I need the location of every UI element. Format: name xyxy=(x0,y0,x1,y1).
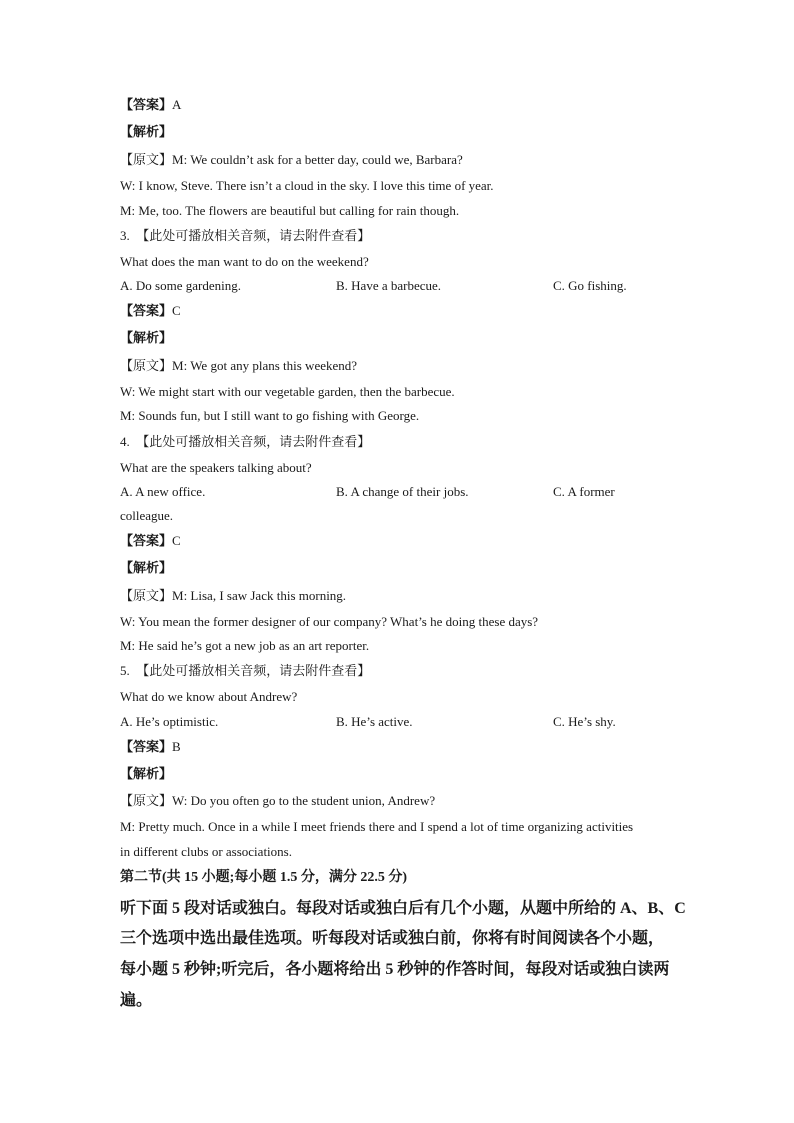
instruction-line: 每小题 5 秒钟;听完后，各小题将给出 5 秒钟的作答时间，每段对话或独白读两 xyxy=(120,961,670,978)
analysis-tag: 【解析】 xyxy=(120,124,173,139)
audio-note: 【此处可播放相关音频，请去附件查看】 xyxy=(136,434,371,449)
question-number: 4. xyxy=(120,434,130,449)
question-header xyxy=(120,663,370,679)
answer-tag: 【答案】 xyxy=(120,97,173,112)
transcript-text: M: We got any plans this weekend? xyxy=(172,358,358,373)
transcript-text: W: You mean the former designer of our company? What’s he doing these days? xyxy=(120,614,539,629)
question-number: 5. xyxy=(120,663,130,678)
analysis-tag: 【解析】 xyxy=(120,560,173,575)
option-c-wrap: colleague. xyxy=(120,508,174,523)
transcript-tag: 【原文】 xyxy=(120,152,173,167)
transcript-text: M: Me, too. The flowers are beautiful but calling for rain though. xyxy=(120,203,460,218)
analysis-line xyxy=(120,124,172,140)
option-c: C. Go fishing. xyxy=(553,278,627,293)
transcript-text: M: We couldn’t ask for a better day, could we, Barbara? xyxy=(172,152,463,167)
answer-line xyxy=(120,533,181,549)
transcript-text: M: Lisa, I saw Jack this morning. xyxy=(172,588,347,603)
analysis-tag: 【解析】 xyxy=(120,330,173,345)
answer-tag: 【答案】 xyxy=(120,303,173,318)
question-header xyxy=(120,434,370,450)
audio-note: 【此处可播放相关音频，请去附件查看】 xyxy=(136,228,371,243)
transcript-line xyxy=(120,588,346,604)
question-number: 3. xyxy=(120,228,130,243)
instruction-line: 三个选项中选出最佳选项。听每段对话或独白前，你将有时间阅读各个小题， xyxy=(120,930,665,947)
instruction-line: 遍。 xyxy=(120,992,153,1009)
answer-line xyxy=(120,97,181,113)
option-a: A. Do some gardening. xyxy=(120,278,241,293)
answer-tag: 【答案】 xyxy=(120,533,173,548)
transcript-text: W: We might start with our vegetable garden, then the barbecue. xyxy=(120,384,455,399)
question-header xyxy=(120,228,370,244)
option-b: B. He’s active. xyxy=(336,714,413,729)
option-b: B. A change of their jobs. xyxy=(336,484,469,499)
transcript-line xyxy=(120,358,357,374)
section-heading: 第二节(共 15 小题;每小题 1.5 分，满分 22.5 分) xyxy=(120,870,407,885)
transcript-tag: 【原文】 xyxy=(120,588,173,603)
question-text: What are the speakers talking about? xyxy=(120,460,312,475)
transcript-text: M: He said he’s got a new job as an art reporter. xyxy=(120,638,370,653)
analysis-line xyxy=(120,766,172,782)
transcript-text: in different clubs or associations. xyxy=(120,844,292,859)
transcript-text: M: Sounds fun, but I still want to go fishing with George. xyxy=(120,408,420,423)
option-a: A. A new office. xyxy=(120,484,206,499)
option-a: A. He’s optimistic. xyxy=(120,714,219,729)
question-text: What does the man want to do on the weekend? xyxy=(120,254,369,269)
instruction-line: 听下面 5 段对话或独白。每段对话或独白后有几个小题，从题中所给的 A、B、C xyxy=(120,900,686,917)
transcript-text: W: I know, Steve. There isn’t a cloud in the sky. I love this time of year. xyxy=(120,178,494,193)
analysis-tag: 【解析】 xyxy=(120,766,173,781)
transcript-text: W: Do you often go to the student union, Andrew? xyxy=(172,793,436,808)
transcript-tag: 【原文】 xyxy=(120,358,173,373)
transcript-line xyxy=(120,793,435,809)
option-c: C. He’s shy. xyxy=(553,714,616,729)
transcript-line xyxy=(120,152,463,168)
answer-tag: 【答案】 xyxy=(120,739,173,754)
answer-line xyxy=(120,739,181,755)
transcript-text: M: Pretty much. Once in a while I meet friends there and I spend a lot of time organizing activities xyxy=(120,819,634,834)
answer-line xyxy=(120,303,181,319)
analysis-line xyxy=(120,560,172,576)
option-c: C. A former xyxy=(553,484,615,499)
analysis-line xyxy=(120,330,172,346)
answer-value: A xyxy=(172,97,182,112)
answer-value: C xyxy=(172,303,181,318)
answer-value: C xyxy=(172,533,181,548)
option-b: B. Have a barbecue. xyxy=(336,278,442,293)
question-text: What do we know about Andrew? xyxy=(120,689,298,704)
transcript-tag: 【原文】 xyxy=(120,793,173,808)
audio-note: 【此处可播放相关音频，请去附件查看】 xyxy=(136,663,371,678)
answer-value: B xyxy=(172,739,181,754)
